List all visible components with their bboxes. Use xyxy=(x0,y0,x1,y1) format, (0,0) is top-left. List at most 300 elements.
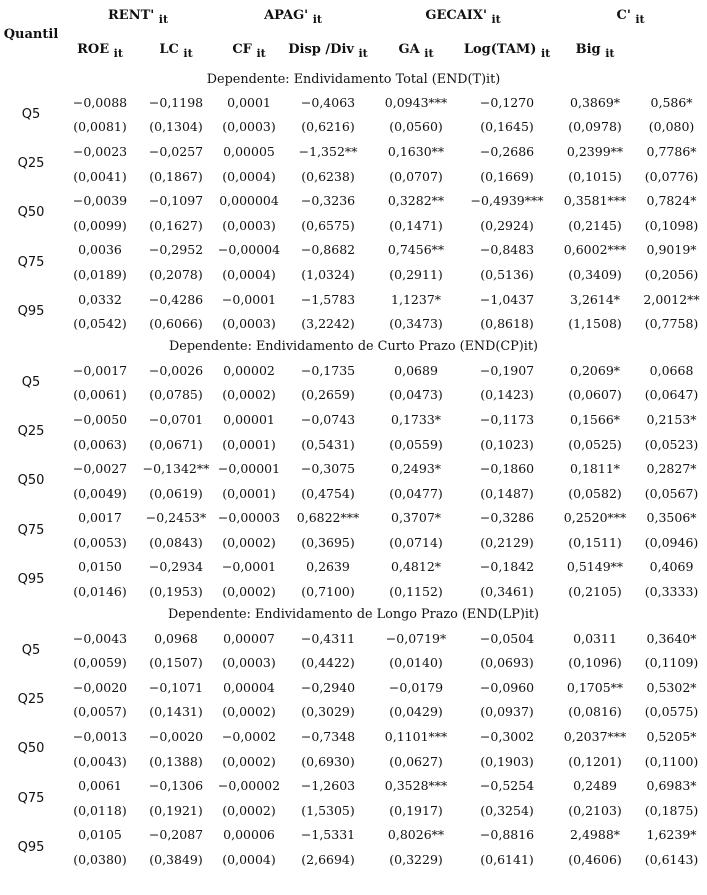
coefficient-row xyxy=(0,358,707,383)
coefficient-cell: 0,0943*** xyxy=(384,94,448,110)
std-error-row xyxy=(0,749,707,774)
coefficient-cell: 0,4812* xyxy=(391,559,442,575)
coefficient-cell: −0,0002 xyxy=(221,729,277,745)
coefficient-cell: −0,0020 xyxy=(148,729,204,745)
coefficient-cell: −0,4286 xyxy=(148,291,204,307)
std-error-cell: (0,4422) xyxy=(301,655,355,671)
coefficient-cell: 0,2493* xyxy=(391,461,442,477)
std-error-cell: (0,3229) xyxy=(389,852,443,868)
coefficient-cell: 0,3707* xyxy=(391,510,442,526)
coefficient-cell: 0,0689 xyxy=(394,362,438,378)
coefficient-cell: 0,3282** xyxy=(387,193,445,209)
coefficient-cell: 0,2037*** xyxy=(563,729,627,745)
std-error-cell: (0,8618) xyxy=(480,316,534,332)
coefficient-cell: −0,0050 xyxy=(72,411,128,427)
std-error-cell: (0,1423) xyxy=(480,387,534,403)
apag-header: APAG' $_{it}$ xyxy=(264,8,322,26)
std-error-cell: (0,0785) xyxy=(149,387,203,403)
std-error-cell: (0,0002) xyxy=(222,753,276,769)
disp-div-header: Disp /Div $_{it}$ xyxy=(288,42,368,60)
coefficient-cell: −0,1907 xyxy=(479,362,535,378)
cf-header: CF $_{it}$ xyxy=(232,42,266,60)
big-header: Big $_{it}$ xyxy=(575,42,615,60)
std-error-cell: (0,0002) xyxy=(222,802,276,818)
coefficient-cell: −1,5783 xyxy=(300,291,356,307)
std-error-cell: (0,1471) xyxy=(389,217,443,233)
coefficient-cell: 3,2614* xyxy=(570,291,621,307)
coefficient-cell: −0,0701 xyxy=(148,411,204,427)
coefficient-cell: 0,9019* xyxy=(646,242,697,258)
coefficient-cell: −0,2087 xyxy=(148,827,204,843)
c-header: C' $_{it}$ xyxy=(616,8,645,26)
std-error-cell: (3,2242) xyxy=(301,316,355,332)
std-error-cell: (0,1875) xyxy=(644,802,699,818)
coefficient-cell: 0,00001 xyxy=(223,411,275,427)
quantil-label: Q75 xyxy=(17,254,45,270)
quantil-label: Q50 xyxy=(17,473,45,489)
std-error-cell: (0,0003) xyxy=(222,655,276,671)
coefficient-cell: 0,00004 xyxy=(223,679,275,695)
coefficient-cell: 0,2520*** xyxy=(563,510,627,526)
coefficient-cell: −0,0001 xyxy=(221,559,277,575)
coefficient-cell: 0,4069 xyxy=(649,559,694,575)
std-error-cell: (0,0429) xyxy=(389,704,443,720)
std-error-cell: (0,1023) xyxy=(480,436,534,452)
coefficient-cell: −0,0013 xyxy=(72,729,128,745)
coefficient-row xyxy=(0,555,707,580)
quantil-label: Q25 xyxy=(17,424,45,440)
coefficient-cell: −0,1270 xyxy=(479,94,535,110)
section-title-row xyxy=(0,68,707,90)
std-error-cell: (0,4754) xyxy=(301,485,355,501)
coefficient-cell: −0,0026 xyxy=(148,362,204,378)
rent-header: RENT' $_{it}$ xyxy=(107,8,169,26)
std-error-cell: (0,3473) xyxy=(389,316,443,332)
std-error-cell: (0,0002) xyxy=(222,387,276,403)
coefficient-cell: 0,2069* xyxy=(570,362,621,378)
coefficient-cell: 0,1566* xyxy=(570,411,621,427)
coefficient-cell: −0,00001 xyxy=(217,461,281,477)
coefficient-cell: 1,1237* xyxy=(391,291,442,307)
coefficient-cell: 0,0061 xyxy=(78,778,122,794)
std-error-cell: (0,1903) xyxy=(480,753,534,769)
section-title: Dependente: Endividamento de Longo Prazo (END(LP)it) xyxy=(168,607,540,623)
std-error-cell: (0,0671) xyxy=(149,436,203,452)
std-error-cell: (0,6141) xyxy=(480,852,534,868)
coefficient-cell: 0,2639 xyxy=(306,559,350,575)
coefficient-cell: −0,0257 xyxy=(148,143,204,159)
std-error-cell: (0,6143) xyxy=(644,852,699,868)
std-error-cell: (0,0002) xyxy=(222,704,276,720)
coefficient-cell: 0,6822*** xyxy=(296,510,360,526)
std-error-cell: (0,0001) xyxy=(222,485,276,501)
coefficient-row xyxy=(0,188,707,213)
section-title-row xyxy=(0,604,707,626)
coefficient-cell: 2,4988* xyxy=(570,827,621,843)
std-error-cell: (0,0041) xyxy=(73,168,127,184)
std-error-cell: (0,080) xyxy=(648,119,695,135)
coefficient-cell: 0,3869* xyxy=(570,94,621,110)
std-error-cell: (0,0523) xyxy=(644,436,699,452)
coefficient-cell: 0,7824* xyxy=(646,193,697,209)
std-error-row xyxy=(0,700,707,725)
coefficient-cell: 0,0332 xyxy=(78,291,122,307)
std-error-cell: (0,1100) xyxy=(644,753,699,769)
log-tam-header: Log(TAM) $_{it}$ xyxy=(463,42,551,60)
std-error-cell: (0,3254) xyxy=(480,802,534,818)
std-error-cell: (0,2924) xyxy=(480,217,534,233)
quantil-label: Q50 xyxy=(17,741,45,757)
coefficient-cell: −0,0043 xyxy=(72,630,128,646)
coefficient-cell: 0,6002*** xyxy=(563,242,627,258)
std-error-row xyxy=(0,432,707,457)
std-error-cell: (0,7100) xyxy=(301,584,355,600)
quantil-label: Q25 xyxy=(17,156,45,172)
std-error-cell: (0,2659) xyxy=(301,387,355,403)
std-error-cell: (0,1507) xyxy=(149,655,203,671)
coefficient-cell: 0,2489 xyxy=(573,778,617,794)
std-error-cell: (0,1109) xyxy=(644,655,699,671)
std-error-cell: (0,0816) xyxy=(568,704,622,720)
coefficient-cell: −0,0027 xyxy=(72,461,128,477)
coefficient-cell: −0,0743 xyxy=(300,411,356,427)
std-error-cell: (0,1511) xyxy=(568,534,622,550)
std-error-cell: (0,0004) xyxy=(222,168,276,184)
coefficient-cell: −0,8483 xyxy=(479,242,535,258)
coefficient-cell: 0,8026** xyxy=(387,827,445,843)
std-error-row xyxy=(0,262,707,287)
coefficient-cell: −0,0504 xyxy=(479,630,535,646)
section-title: Dependente: Endividamento Total (END(T)it) xyxy=(206,71,501,87)
quantil-label: Q95 xyxy=(17,303,45,319)
coefficient-cell: 0,0150 xyxy=(78,559,122,575)
std-error-cell: (0,6216) xyxy=(301,119,355,135)
coefficient-row xyxy=(0,139,707,164)
const-header-spacer xyxy=(636,34,707,68)
std-error-cell: (0,0003) xyxy=(222,316,276,332)
coefficient-cell: −0,1173 xyxy=(479,411,535,427)
quantil-label: Q5 xyxy=(21,107,41,123)
std-error-cell: (0,0004) xyxy=(222,852,276,868)
std-error-cell: (0,3695) xyxy=(301,534,355,550)
coefficient-cell: 0,0105 xyxy=(78,827,122,843)
std-error-row xyxy=(0,579,707,604)
coefficient-cell: 0,3581*** xyxy=(563,193,627,209)
std-error-cell: (0,0647) xyxy=(644,387,699,403)
std-error-cell: (0,0473) xyxy=(389,387,443,403)
coefficient-cell: −0,8816 xyxy=(479,827,535,843)
std-error-cell: (0,0049) xyxy=(73,485,127,501)
coefficient-cell: −0,3236 xyxy=(300,193,356,209)
std-error-cell: (0,0059) xyxy=(73,655,127,671)
std-error-cell: (0,6066) xyxy=(149,316,203,332)
std-error-cell: (1,0324) xyxy=(301,266,355,282)
std-error-cell: (0,0081) xyxy=(73,119,127,135)
std-error-cell: (0,0118) xyxy=(73,802,127,818)
coefficient-cell: −0,1842 xyxy=(479,559,535,575)
std-error-cell: (0,1487) xyxy=(480,485,534,501)
std-error-row xyxy=(0,164,707,189)
coefficient-cell: −0,1071 xyxy=(148,679,204,695)
coefficient-cell: 0,7786* xyxy=(646,143,697,159)
std-error-cell: (0,0140) xyxy=(389,655,443,671)
std-error-cell: (0,6930) xyxy=(301,753,355,769)
coefficient-row xyxy=(0,287,707,312)
std-error-row xyxy=(0,115,707,140)
std-error-cell: (0,3461) xyxy=(480,584,534,600)
coefficient-cell: 0,3640* xyxy=(646,630,697,646)
coefficient-cell: −1,2603 xyxy=(300,778,356,794)
coefficient-cell: −0,2952 xyxy=(148,242,204,258)
std-error-row xyxy=(0,311,707,336)
std-error-cell: (0,1669) xyxy=(480,168,534,184)
std-error-cell: (0,7758) xyxy=(644,316,699,332)
std-error-row xyxy=(0,530,707,555)
std-error-cell: (0,3849) xyxy=(149,852,203,868)
std-error-cell: (2,6694) xyxy=(301,852,355,868)
std-error-cell: (0,1201) xyxy=(568,753,622,769)
std-error-row xyxy=(0,213,707,238)
std-error-cell: (0,0061) xyxy=(73,387,127,403)
section-title: Dependente: Endividamento de Curto Prazo (END(CP)it) xyxy=(169,339,539,355)
quantil-label: Q95 xyxy=(17,571,45,587)
std-error-cell: (0,1953) xyxy=(149,584,203,600)
std-error-cell: (0,1627) xyxy=(149,217,203,233)
coefficient-cell: −0,0179 xyxy=(388,679,444,695)
coefficient-cell: −0,2686 xyxy=(479,143,535,159)
coefficient-cell: 0,2827* xyxy=(646,461,697,477)
gecaix-header: GECAIX' $_{it}$ xyxy=(425,8,501,26)
std-error-cell: (0,0582) xyxy=(568,485,622,501)
coefficient-cell: 0,586* xyxy=(650,94,693,110)
std-error-cell: (0,0714) xyxy=(389,534,443,550)
std-error-cell: (0,0843) xyxy=(149,534,203,550)
std-error-cell: (0,6575) xyxy=(301,217,355,233)
coefficient-cell: −0,0001 xyxy=(221,291,277,307)
coefficient-cell: 0,00002 xyxy=(223,362,275,378)
coefficient-cell: 0,0311 xyxy=(573,630,617,646)
std-error-cell: (0,0559) xyxy=(389,436,443,452)
coefficient-cell: −0,4063 xyxy=(300,94,356,110)
header-row-1 xyxy=(0,0,707,34)
quantil-label: Q75 xyxy=(17,522,45,538)
coefficient-cell: −0,1860 xyxy=(479,461,535,477)
std-error-cell: (0,1645) xyxy=(480,119,534,135)
coefficient-cell: −0,3002 xyxy=(479,729,535,745)
coefficient-cell: −0,00002 xyxy=(217,778,281,794)
coefficient-row xyxy=(0,90,707,115)
coefficient-cell: −0,7348 xyxy=(300,729,356,745)
std-error-cell: (0,0567) xyxy=(644,485,699,501)
coefficient-cell: −0,1198 xyxy=(148,94,204,110)
std-error-cell: (0,0560) xyxy=(389,119,443,135)
std-error-cell: (0,3333) xyxy=(644,584,699,600)
std-error-cell: (0,0525) xyxy=(568,436,622,452)
coefficient-cell: 0,5205* xyxy=(646,729,697,745)
std-error-cell: (0,0946) xyxy=(644,534,699,550)
std-error-cell: (0,0002) xyxy=(222,584,276,600)
std-error-cell: (0,0001) xyxy=(222,436,276,452)
coefficient-row xyxy=(0,506,707,531)
std-error-cell: (0,0627) xyxy=(389,753,443,769)
coefficient-cell: −0,2453* xyxy=(145,510,207,526)
lc-header: LC $_{it}$ xyxy=(159,42,193,60)
std-error-cell: (0,0003) xyxy=(222,217,276,233)
coefficient-row xyxy=(0,407,707,432)
std-error-cell: (0,1388) xyxy=(149,753,203,769)
coefficient-cell: 0,1630** xyxy=(387,143,445,159)
std-error-cell: (0,1917) xyxy=(389,802,443,818)
coefficient-row xyxy=(0,238,707,263)
coefficient-cell: 0,0968 xyxy=(154,630,198,646)
std-error-cell: (0,0053) xyxy=(73,534,127,550)
std-error-row xyxy=(0,481,707,506)
coefficient-cell: −0,1097 xyxy=(148,193,204,209)
coefficient-row xyxy=(0,773,707,798)
std-error-cell: (0,6238) xyxy=(301,168,355,184)
std-error-cell: (0,1867) xyxy=(149,168,203,184)
std-error-cell: (0,0146) xyxy=(73,584,127,600)
table-body xyxy=(0,68,707,872)
std-error-row xyxy=(0,650,707,675)
std-error-cell: (0,1304) xyxy=(149,119,203,135)
std-error-cell: (0,0189) xyxy=(73,266,127,282)
coefficient-cell: 0,2399** xyxy=(566,143,624,159)
std-error-cell: (1,5305) xyxy=(301,802,355,818)
std-error-cell: (0,1015) xyxy=(568,168,622,184)
coefficient-cell: 0,1811* xyxy=(570,461,621,477)
coefficient-cell: 0,0001 xyxy=(227,94,271,110)
coefficient-cell: −0,3075 xyxy=(300,461,356,477)
std-error-cell: (0,0542) xyxy=(73,316,127,332)
coefficient-cell: 0,5302* xyxy=(646,679,697,695)
coefficient-cell: 0,3528*** xyxy=(384,778,448,794)
coefficient-cell: −0,1306 xyxy=(148,778,204,794)
coefficient-cell: −0,4939*** xyxy=(470,193,544,209)
quantil-label: Q50 xyxy=(17,205,45,221)
section-title-row xyxy=(0,336,707,358)
table-header xyxy=(0,0,707,68)
coefficient-cell: −1,0437 xyxy=(479,291,535,307)
std-error-cell: (0,2129) xyxy=(480,534,534,550)
std-error-cell: (0,0380) xyxy=(73,852,127,868)
std-error-cell: (0,5431) xyxy=(301,436,355,452)
header-row-2 xyxy=(0,34,707,68)
coefficient-cell: 0,0036 xyxy=(78,242,122,258)
coefficient-cell: −0,0088 xyxy=(72,94,128,110)
std-error-cell: (0,0003) xyxy=(222,119,276,135)
std-error-cell: (0,1096) xyxy=(568,655,622,671)
std-error-cell: (0,0057) xyxy=(73,704,127,720)
coefficient-cell: 2,0012** xyxy=(643,291,700,307)
coefficient-cell: −1,5331 xyxy=(300,827,356,843)
quantil-label: Q95 xyxy=(17,839,45,855)
coefficient-cell: −0,00004 xyxy=(217,242,281,258)
std-error-cell: (0,1098) xyxy=(644,217,699,233)
coefficient-row xyxy=(0,456,707,481)
coefficient-row xyxy=(0,724,707,749)
coefficient-cell: 0,00006 xyxy=(223,827,275,843)
coefficient-cell: −0,1342** xyxy=(142,461,210,477)
quantil-label: Q25 xyxy=(17,692,45,708)
coefficient-cell: 0,1733* xyxy=(391,411,442,427)
coefficient-cell: 0,1705** xyxy=(566,679,624,695)
std-error-cell: (0,1152) xyxy=(389,584,443,600)
std-error-row xyxy=(0,798,707,823)
coefficient-cell: 0,0017 xyxy=(78,510,122,526)
coefficient-row xyxy=(0,626,707,651)
coefficient-cell: 1,6239* xyxy=(646,827,697,843)
std-error-cell: (0,2911) xyxy=(389,266,443,282)
coefficient-cell: −0,0017 xyxy=(72,362,128,378)
std-error-cell: (0,0063) xyxy=(73,436,127,452)
coefficient-cell: −0,0020 xyxy=(72,679,128,695)
ga-header: GA $_{it}$ xyxy=(398,42,434,60)
coefficient-cell: −0,1735 xyxy=(300,362,356,378)
coefficient-cell: 0,1101*** xyxy=(384,729,448,745)
quantil-label: Q5 xyxy=(21,642,41,658)
std-error-cell: (0,0099) xyxy=(73,217,127,233)
coefficient-cell: −0,4311 xyxy=(300,630,356,646)
std-error-cell: (0,0477) xyxy=(389,485,443,501)
std-error-cell: (0,2103) xyxy=(568,802,622,818)
coefficient-cell: −0,8682 xyxy=(300,242,356,258)
std-error-cell: (0,0607) xyxy=(568,387,622,403)
std-error-cell: (0,2056) xyxy=(644,266,699,282)
std-error-cell: (1,1508) xyxy=(568,316,622,332)
std-error-cell: (0,0043) xyxy=(73,753,127,769)
coefficient-row xyxy=(0,675,707,700)
std-error-cell: (0,1431) xyxy=(149,704,203,720)
coefficient-cell: −0,5254 xyxy=(479,778,535,794)
coefficient-cell: 0,00007 xyxy=(223,630,275,646)
coefficient-cell: −0,2940 xyxy=(300,679,356,695)
coefficient-row xyxy=(0,823,707,848)
std-error-cell: (0,5136) xyxy=(480,266,534,282)
coefficient-cell: 0,0668 xyxy=(649,362,694,378)
std-error-cell: (0,0693) xyxy=(480,655,534,671)
coefficient-cell: −0,0719* xyxy=(385,630,447,646)
std-error-cell: (0,0978) xyxy=(568,119,622,135)
std-error-cell: (0,3029) xyxy=(301,704,355,720)
std-error-cell: (0,0776) xyxy=(644,168,699,184)
coefficient-cell: 0,00005 xyxy=(223,143,275,159)
coefficient-cell: −0,0039 xyxy=(72,193,128,209)
coefficient-cell: −0,3286 xyxy=(479,510,535,526)
coefficient-cell: 0,2153* xyxy=(646,411,697,427)
coefficient-cell: 0,000004 xyxy=(219,193,279,209)
std-error-cell: (0,0575) xyxy=(644,704,699,720)
std-error-cell: (0,1921) xyxy=(149,802,203,818)
std-error-row xyxy=(0,847,707,872)
coefficient-cell: 0,3506* xyxy=(646,510,697,526)
coefficient-cell: −0,0023 xyxy=(72,143,128,159)
std-error-cell: (0,0937) xyxy=(480,704,534,720)
std-error-cell: (0,0707) xyxy=(389,168,443,184)
quantil-label: Q5 xyxy=(21,375,41,391)
std-error-cell: (0,2145) xyxy=(568,217,622,233)
coefficient-cell: 0,5149** xyxy=(566,559,624,575)
std-error-cell: (0,2105) xyxy=(568,584,622,600)
std-error-cell: (0,0004) xyxy=(222,266,276,282)
quantil-label: Q75 xyxy=(17,790,45,806)
std-error-cell: (0,0002) xyxy=(222,534,276,550)
std-error-cell: (0,0619) xyxy=(149,485,203,501)
coefficient-cell: −0,00003 xyxy=(217,510,281,526)
coefficient-cell: 0,6983* xyxy=(646,778,697,794)
coefficient-cell: −0,2934 xyxy=(148,559,204,575)
std-error-cell: (0,2078) xyxy=(149,266,203,282)
